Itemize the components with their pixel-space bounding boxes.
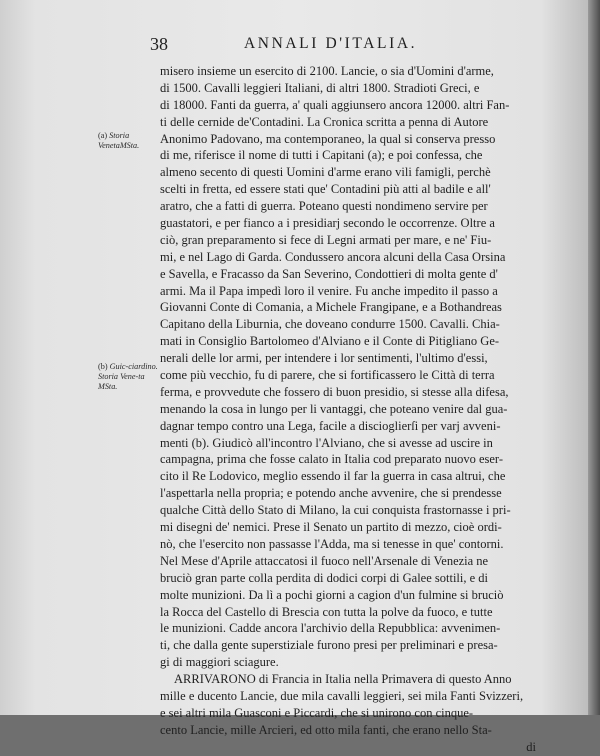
body-text: [160, 63, 560, 756]
text-line: almeno secento di questi Uomini d'arme erano vili famigli, perchè: [160, 165, 491, 180]
text-line: mille e ducento Lancie, due mila cavalli leggieri, sei mila Fanti Svizzeri,: [160, 688, 524, 703]
text-line: ferma, e provvedute che fossero di buon presidio, si stesse alla difesa,: [160, 384, 509, 399]
text-line: Giovanni Conte di Comania, a Michele Frangipane, e a Bothandreas: [160, 300, 502, 315]
text-line: molte munizioni. Da lì a pochi giorni a cagion d'un fulmine si bruciò: [160, 587, 504, 602]
text-line: di me, riferisce il nome di tutti i Capitani (a); e poi confessa, che: [160, 148, 483, 163]
margin-note-b: [98, 362, 158, 392]
page-number: 38: [150, 34, 168, 54]
text-line: aratro, che a fatti di guerra. Poteano questi nondimeno servire per: [160, 199, 488, 214]
text-line: guastatori, e per fianco a i presidiarj secondo le occorrenze. Oltre a: [160, 216, 495, 231]
text-line: ti delle cernide de'Contadini. La Cronica scritta a penna di Autore: [160, 114, 489, 129]
text-line: ciò, gran preparamento si fece di Legni armati per mare, e ne' Fiu-: [160, 232, 492, 247]
margin-note-text: Storia VenetaMSta.: [98, 131, 140, 150]
paragraph-start-line: ARRIVARONO di Francia in Italia nella Primavera di questo Anno: [174, 672, 512, 687]
margin-note-letter: (a): [98, 131, 108, 140]
margin-note-a: [98, 131, 158, 151]
text-line: l'aspettarla nella propria; e potendo anche avvenire, che si prendesse: [160, 486, 502, 501]
text-line: di 1500. Cavalli leggieri Italiani, di altri 1800. Stradioti Greci, e: [160, 80, 480, 95]
running-title: ANNALI D'ITALIA.: [244, 35, 418, 52]
text-line: mati in Consiglio Bartolomeo d'Alviano e il Conte di Pitigliano Ge-: [160, 334, 500, 349]
catchword: di: [526, 739, 536, 754]
text-line: campagna, prima che fosse calato in Italia cod preparato nuovo eser-: [160, 452, 503, 467]
text-line: scelti in fretta, ed essere stati que' Contadini più atti al badile e all': [160, 182, 491, 197]
text-line: nò, che l'esercito non passasse l'Adda, ma si tenesse in que' contorni.: [160, 536, 504, 551]
text-line: Anonimo Padovano, ma contemporaneo, la qual si conserva presso: [160, 131, 496, 146]
text-line: le munizioni. Cadde ancora l'archivio della Repubblica: avvenimen-: [160, 621, 501, 636]
text-line: e sei altri mila Guasconi e Piccardi, che si unirono con cinque-: [160, 705, 474, 720]
text-line: armi. Ma il Papa impedì loro il venire. Fu anche impedito il passo a: [160, 283, 498, 298]
text-line: misero insieme un esercito di 2100. Lancie, o sia d'Uomini d'arme,: [160, 64, 494, 78]
text-line: ti, che dalla gente superstiziale furono presi per preliminari e presa-: [160, 638, 498, 653]
text-line: menando la cosa in lungo per li vantaggi, che poteano venire dal gua-: [160, 401, 508, 416]
text-line: dagnar tempo contro una Lega, facile a discioglierſi per varj avveni-: [160, 418, 501, 433]
text-line: qualche Città dello Stato di Milano, la cui conquista frastornasse i pri-: [160, 503, 511, 518]
page-header: [150, 34, 550, 58]
margin-note-text: Guic-ciardino. Storia Vene-ta MSta.: [98, 362, 158, 391]
text-line: gi di maggiori sciagure.: [160, 655, 279, 670]
text-line: cito il Re Lodovico, meglio essendo il far la guerra in casa altrui, che: [160, 469, 506, 484]
text-line: nerali delle lor armi, per intendere i lor sentimenti, l'ultimo d'essi,: [160, 351, 488, 366]
margin-note-letter: (b): [98, 362, 108, 371]
text-line: la Rocca del Castello di Brescia con tutta la polve da fuoco, e tutte: [160, 604, 493, 619]
text-line: mi disegni de' nemici. Prese il Senato un partito di mezzo, cioè ordi-: [160, 520, 502, 535]
text-line: cento Lancie, mille Arcieri, ed otto mila fanti, che erano nello Sta-: [160, 722, 492, 737]
text-line: e Savella, e Fracasso da San Severino, Condottieri di molta gente d': [160, 266, 498, 281]
text-line: come più vecchio, fu di parere, che si fortificassero le Città di terra: [160, 368, 495, 383]
text-line: Capitano della Liburnia, che doveano condurre 1500. Cavalli. Chia-: [160, 317, 500, 332]
page-edge-shadow: [588, 0, 600, 715]
text-line: bruciò gran parte colla perdita di dodici corpi di Galee sottili, e di: [160, 570, 489, 585]
text-line: di 18000. Fanti da guerra, a' quali aggiunsero ancora 12000. altri Fan-: [160, 97, 510, 112]
text-line: menti (b). Giudicò all'incontro l'Alviano, che si avesse ad uscire in: [160, 435, 493, 450]
text-line: mi, e nel Lago di Garda. Condussero ancora alcuni della Casa Orsina: [160, 249, 506, 264]
text-line: Nel Mese d'Aprile attaccatosi il fuoco nell'Arsenale di Venezia ne: [160, 553, 489, 568]
